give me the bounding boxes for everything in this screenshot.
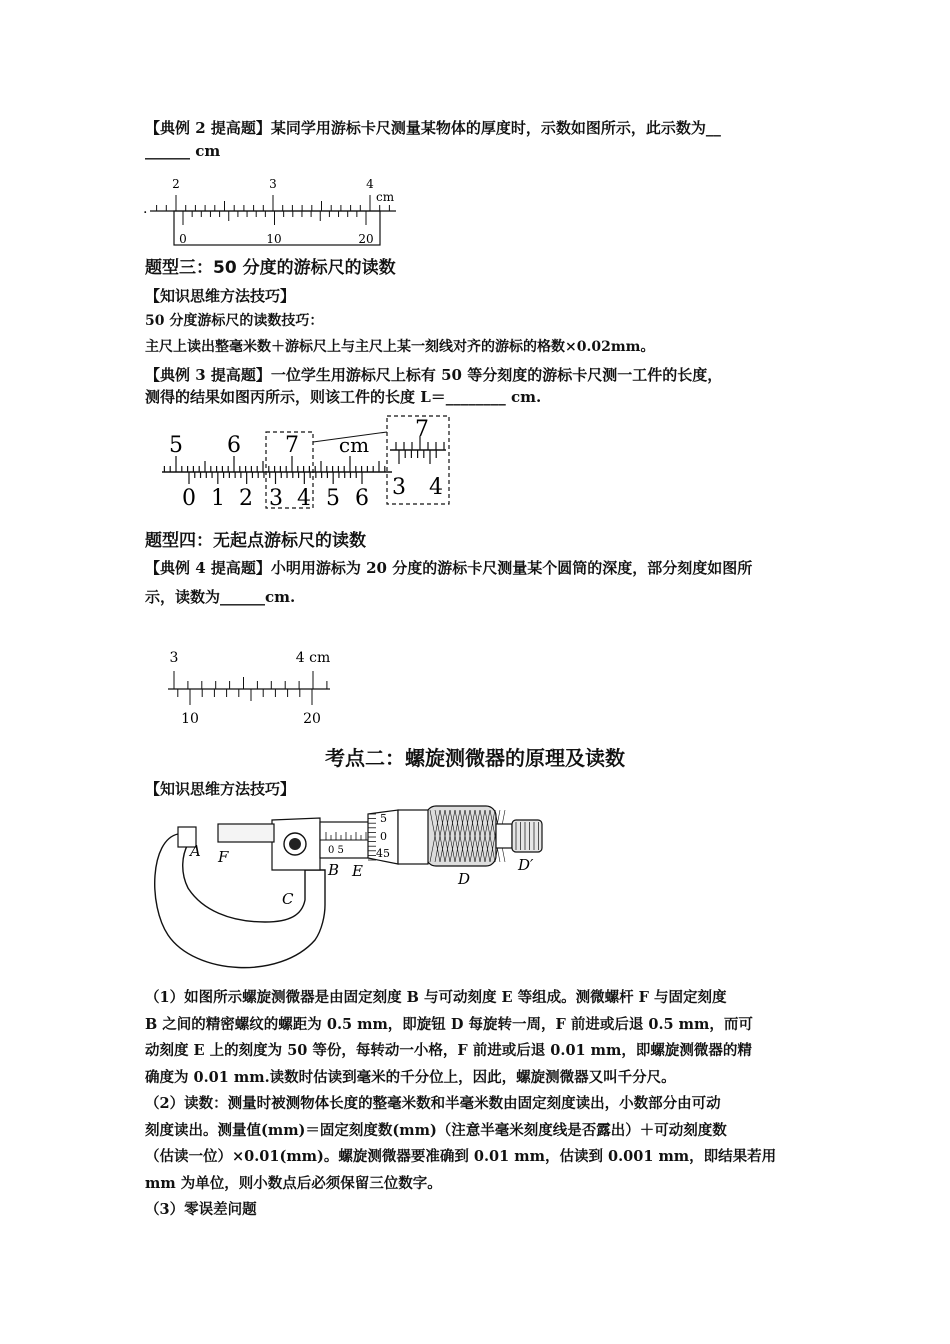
vernier-labels	[182, 486, 369, 511]
paragraph-2-line-3: （估读一位）×0.01(mm)。螺旋测微器要准确到 0.01 mm，估读到 0.001 mm，即结果若用	[145, 1148, 777, 1165]
paragraph-1-line-2: B 之间的精密螺纹的螺距为 0.5 mm，即旋钮 D 每旋转一周，F 前进或后退 0.5 mm，而可	[145, 1015, 753, 1033]
paragraph-2	[145, 1091, 810, 1197]
vernier-label-10: 10	[266, 232, 282, 246]
label-a: A	[190, 842, 201, 860]
example-4-line-2: 示，读数为______cm.	[145, 588, 296, 606]
main-scale-ticks	[164, 456, 384, 472]
paragraph-1-line-1: （1）如图所示螺旋测微器是由固定刻度 B 与可动刻度 E 等组成。测微螺杆 F 与固定刻度	[145, 989, 727, 1006]
vernier-figure-partial	[160, 645, 350, 730]
section-3-tips-heading: 【知识思维方法技巧】	[145, 287, 296, 305]
paragraph-1-line-3: 动刻度 E 上的刻度为 50 等份，每转动一小格，F 前进或后退 0.01 mm，即螺旋测微器的精	[145, 1042, 752, 1059]
vernier-label-2: 2	[239, 486, 253, 511]
scale-ticks	[174, 671, 327, 705]
example-4-line-1: 【典例 4 提高题】小明用游标为 20 分度的游标卡尺测量某个圆筒的深度，部分刻度如图所	[145, 559, 753, 577]
vernier-figure-20-division	[140, 175, 400, 250]
label-d: D	[458, 870, 471, 888]
section-4-title: 题型四：无起点游标尺的读数	[145, 531, 366, 551]
vernier-label-4: 4	[297, 486, 311, 511]
main-label-4cm: 4 cm	[295, 650, 331, 666]
vernier-label-10: 10	[181, 711, 199, 727]
unit-label: cm	[338, 433, 370, 457]
ratchet-d-prime	[512, 820, 542, 852]
vernier-label-1: 1	[211, 486, 225, 511]
vernier-label-6: 6	[355, 486, 369, 511]
label-e: E	[352, 862, 363, 880]
point-2-tips-heading: 【知识思维方法技巧】	[145, 780, 296, 798]
label-b: B	[328, 861, 340, 879]
vernier-label-0: 0	[179, 232, 187, 246]
vernier-figure-50-division	[160, 412, 455, 512]
point-2-title: 考点二：螺旋测微器的原理及读数	[325, 746, 625, 770]
label-f: F	[218, 848, 229, 866]
thimble-num-45: 45	[376, 847, 390, 860]
example-2-line-2: ______ cm	[145, 142, 221, 160]
vernier-label-0: 0	[182, 486, 196, 511]
example-3-line-2: 测得的结果如图丙所示，则该工件的长度 L＝________ cm.	[145, 388, 542, 406]
micrometer-figure	[140, 800, 550, 978]
section-3-tips-line-2: 主尺上读出整毫米数＋游标尺上与主尺上某一刻线对齐的游标的格数×0.02mm。	[145, 339, 655, 355]
zoom-vernier-label-3: 3	[392, 475, 406, 500]
main-label-5: 5	[169, 433, 183, 458]
vernier-label-20: 20	[358, 232, 374, 246]
thimble-num-0: 0	[380, 830, 387, 843]
paragraph-2-line-2: 刻度读出。测量值(mm)＝固定刻度数(mm)（注意半毫米刻度线是否露出）＋可动刻度数	[145, 1121, 727, 1139]
main-label-4: 4	[366, 177, 374, 191]
example-3-line-1: 【典例 3 提高题】一位学生用游标尺上标有 50 等分刻度的游标卡尺测一工件的长度，	[145, 366, 723, 384]
example-2-line-1: 【典例 2 提高题】某同学用游标卡尺测量某物体的厚度时，示数如图所示，此示数为__	[145, 119, 721, 137]
main-label-6: 6	[227, 433, 241, 458]
vernier-ticks	[189, 472, 362, 484]
spindle-f	[218, 824, 274, 842]
zoom-vernier-label-4: 4	[429, 475, 443, 500]
paragraph-2-line-1: （2）读数：测量时被测物体长度的整毫米数和半毫米数由固定刻度读出，小数部分由可动	[145, 1095, 721, 1112]
paragraph-1-line-4: 确度为 0.01 mm.读数时估读到毫米的千分位上，因此，螺旋测微器又叫千分尺。	[145, 1068, 676, 1086]
main-label-3: 3	[169, 650, 179, 666]
main-label-3: 3	[269, 177, 277, 191]
vernier-label-5: 5	[326, 486, 340, 511]
unit-label: cm	[376, 190, 395, 204]
main-label-2: 2	[172, 177, 180, 191]
lock-knob-center	[289, 838, 301, 850]
vernier-label-3: 3	[269, 486, 283, 511]
section-3-tips-line-1: 50 分度游标尺的读数技巧：	[145, 313, 324, 329]
vernier-label-20: 20	[303, 711, 321, 727]
paragraph-2-line-4: mm 为单位，则小数点后必须保留三位数字。	[145, 1174, 442, 1192]
paragraph-3: （3）零误差问题	[145, 1201, 257, 1218]
vernier-ticks	[183, 211, 366, 225]
dot-mark: .	[143, 201, 148, 217]
sleeve-numbers: 0 5	[328, 845, 344, 856]
thimble-num-5: 5	[380, 812, 387, 825]
main-scale-ticks	[157, 195, 390, 211]
zoom-main-label-7: 7	[415, 417, 429, 442]
label-c: C	[282, 890, 294, 908]
main-label-7: 7	[285, 433, 299, 458]
label-d-prime: D′	[518, 856, 534, 874]
paragraph-1	[145, 985, 810, 1091]
section-3-title: 题型三：50 分度的游标尺的读数	[145, 258, 396, 278]
